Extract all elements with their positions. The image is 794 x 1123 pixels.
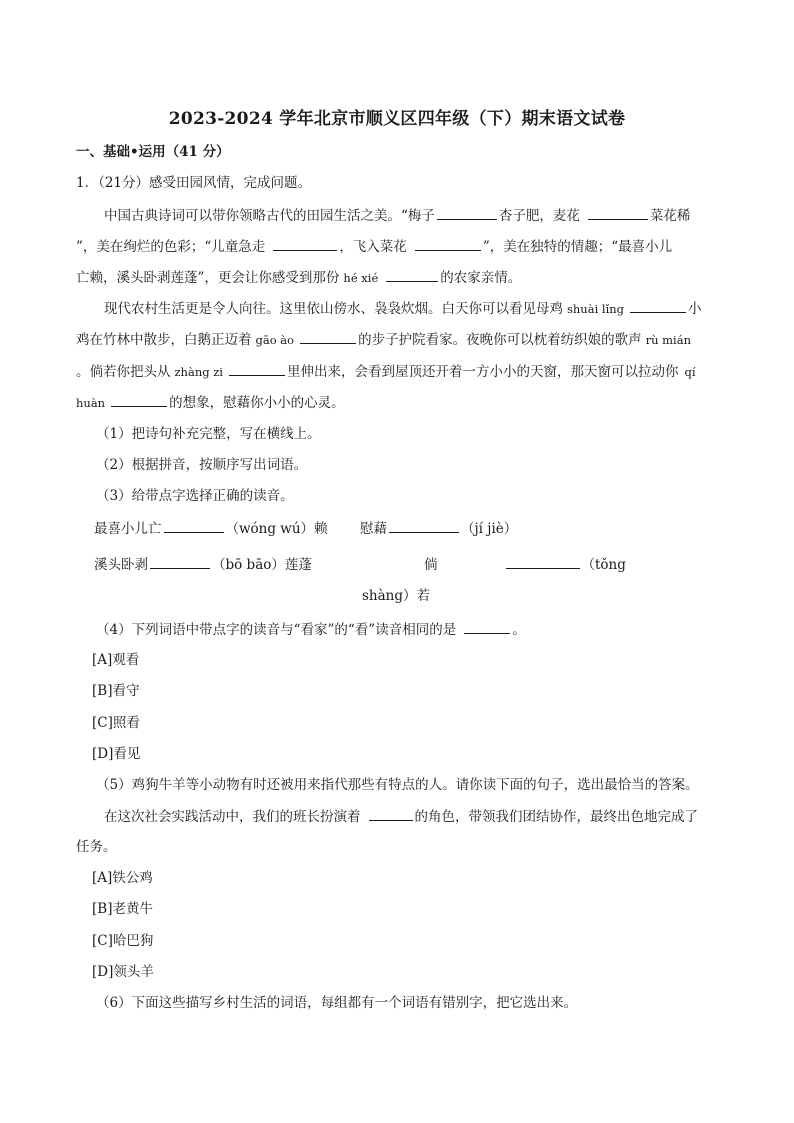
choice-option[interactable]: [D]领头羊: [92, 964, 154, 980]
choice-option[interactable]: [A]观看: [92, 652, 140, 668]
answer-blank[interactable]: [273, 236, 337, 251]
passage-1-line-1: 中国古典诗词可以带你领略古代的田园生活之美。“梅子 杏子肥，麦花 菜花稀: [104, 205, 749, 226]
pinyin-hint: gāo ào: [255, 333, 295, 347]
choice-option[interactable]: [D]看见: [92, 746, 141, 762]
passage-2-line-1: 现代农村生活更是令人向往。这里依山傍水、袅袅炊烟。白天你可以看见母鸡 shuài lǐng 小: [104, 298, 749, 319]
sub-question-1: （1）把诗句补充完整，写在横线上。: [96, 426, 321, 442]
sub-question-5-sentence: 在这次社会实践活动中，我们的班长扮演着 的角色，带领我们团结协作，最终出色地完成了: [104, 806, 749, 827]
pinyin-hint: hé xié: [343, 271, 379, 285]
sub-question-3: （3）给带点字选择正确的读音。: [96, 488, 294, 504]
sub-question-5-sentence-cont: 任务。: [76, 839, 117, 855]
pinyin-hint: rù mián: [645, 333, 691, 347]
pronunciation-item-4: 倘 （tǒng: [424, 554, 654, 575]
answer-blank[interactable]: [506, 554, 580, 569]
passage-2-line-4: huàn 的想象，慰藉你小小的心灵。: [76, 392, 721, 413]
answer-blank[interactable]: [630, 298, 686, 313]
answer-blank[interactable]: [229, 361, 285, 376]
choice-option[interactable]: [C]哈巴狗: [92, 933, 154, 949]
section-heading: 一、基础•运用（41 分）: [76, 144, 230, 160]
sub-question-2: （2）根据拼音，按顺序写出词语。: [96, 457, 308, 473]
sub-question-5: （5）鸡狗牛羊等小动物有时还被用来指代那些有特点的人。请你读下面的句子，选出最恰当的答案。: [96, 777, 699, 793]
answer-blank[interactable]: [464, 619, 510, 634]
pinyin-hint: shuài lǐng: [567, 302, 625, 316]
pronunciation-item-1: 最喜小儿亡 （wóng wú）赖: [94, 518, 739, 539]
answer-blank[interactable]: [111, 392, 167, 407]
answer-blank[interactable]: [588, 205, 648, 220]
pronunciation-item-2: 慰藉 （jí jiè）: [360, 518, 560, 539]
passage-2-line-3: 。倘若你把头从 zhàng zi 里伸出来，会看到屋顶还开着一方小小的天窗，那天窗可以拉动你 qí: [76, 361, 721, 382]
pronunciation-item-4-cont: shàng）若: [362, 588, 431, 604]
pinyin-hint: zhàng zi: [174, 365, 223, 379]
sub-question-4: （4）下列词语中带点字的读音与“看家”的“看”读音相同的是 。: [96, 619, 741, 640]
answer-blank[interactable]: [386, 267, 438, 282]
choice-option[interactable]: [C]照看: [92, 715, 140, 731]
passage-1-line-3: 亡赖，溪头卧剥莲蓬”，更会让你感受到那份 hé xié 的农家亲情。: [76, 267, 721, 288]
answer-blank[interactable]: [369, 806, 413, 821]
passage-2-line-2: 鸡在竹林中散步，白鹅正迈着 gāo ào 的步子护院看家。夜晚你可以枕着纺织娘的歌声 rù mián: [76, 329, 721, 350]
answer-blank[interactable]: [164, 518, 224, 533]
sub-question-6: （6）下面这些描写乡村生活的词语，每组都有一个词语有错别字，把它选出来。: [96, 995, 578, 1011]
passage-1-line-2: ”，美在绚烂的色彩；“儿童急走 ，飞入菜花 ”，美在独特的情趣；“最喜小儿: [76, 236, 721, 257]
choice-option[interactable]: [B]看守: [92, 683, 140, 699]
choice-option[interactable]: [A]铁公鸡: [92, 870, 153, 886]
page-title: 2023-2024 学年北京市顺义区四年级（下）期末语文试卷: [168, 109, 626, 129]
pinyin-hint: qí: [684, 365, 696, 379]
pronunciation-item-3: 溪头卧剥 （bō bāo）莲蓬: [94, 554, 354, 575]
choice-option[interactable]: [B]老黄牛: [92, 901, 153, 917]
answer-blank[interactable]: [300, 329, 356, 344]
question-1-stem: 1．（21分）感受田园风情，完成问题。: [76, 175, 312, 191]
answer-blank[interactable]: [150, 554, 210, 569]
answer-blank[interactable]: [389, 518, 459, 533]
answer-blank[interactable]: [415, 236, 481, 251]
pinyin-hint: huàn: [76, 396, 106, 410]
answer-blank[interactable]: [437, 205, 497, 220]
